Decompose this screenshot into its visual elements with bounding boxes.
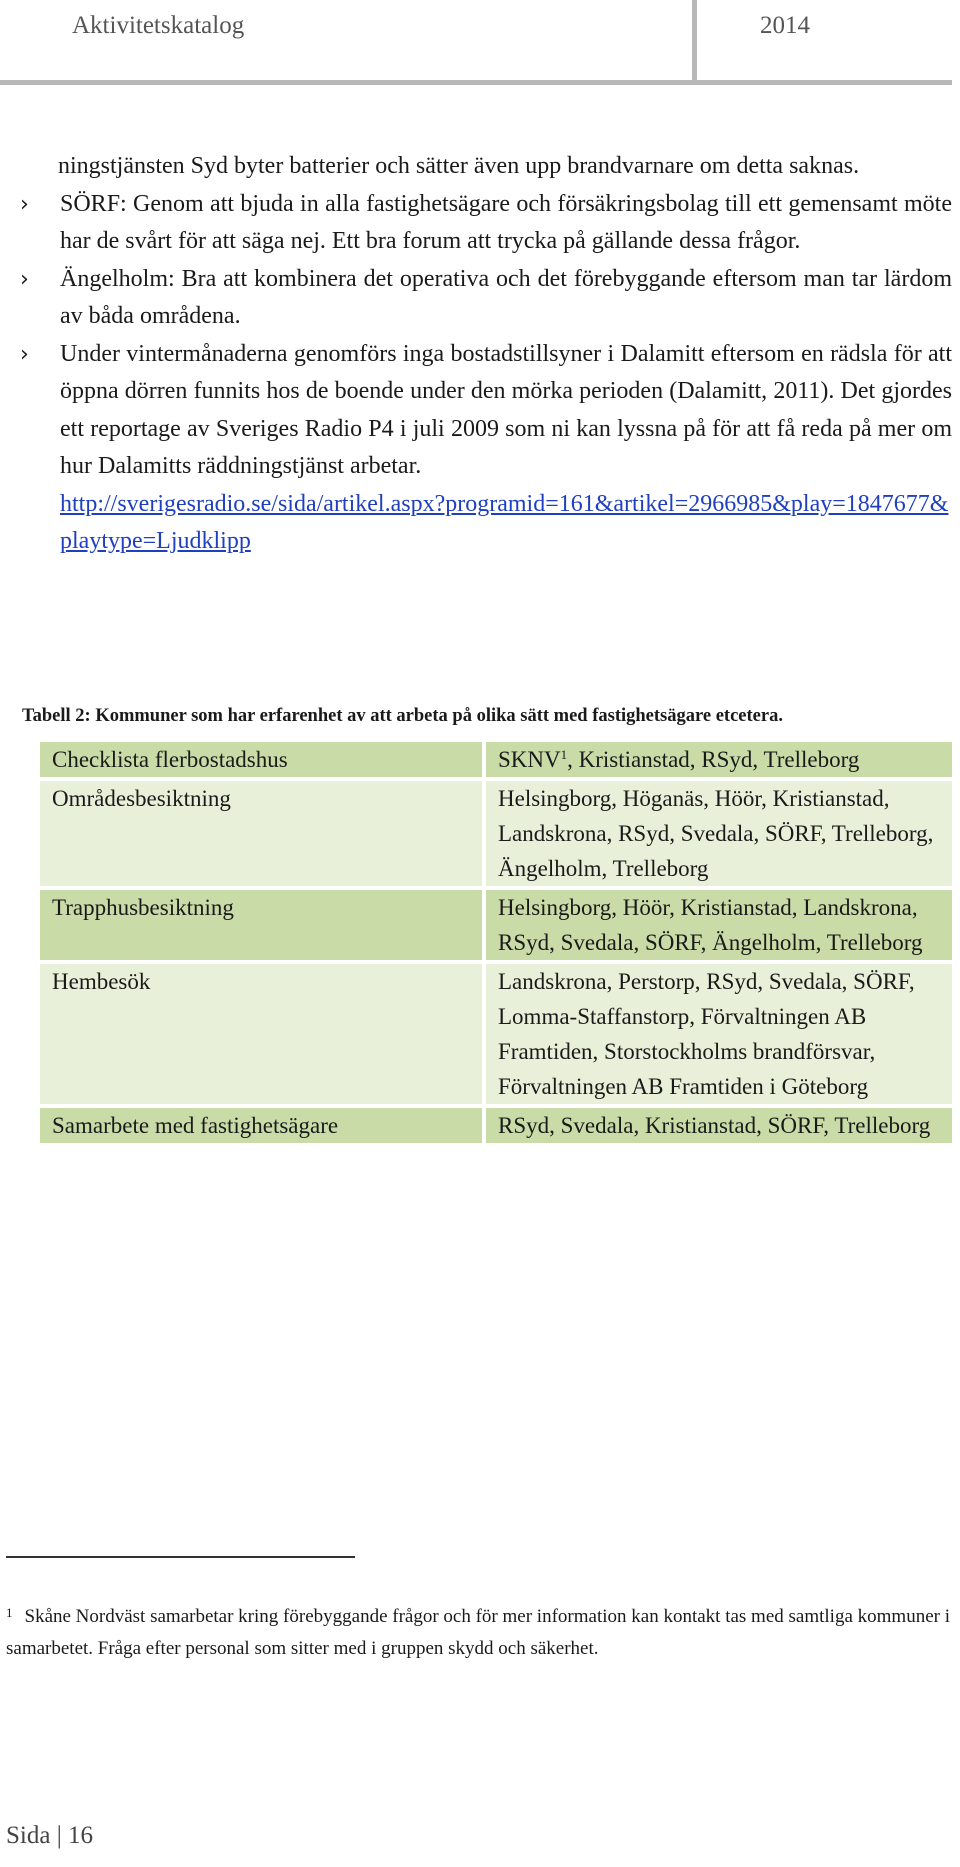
activity-cell: Hembesök <box>40 962 484 1106</box>
header-rule <box>0 80 952 85</box>
municipalities-cell: Helsingborg, Höör, Kristianstad, Landskrona, RSyd, Svedala, SÖRF, Ängelholm, Trelleborg <box>484 888 952 962</box>
table-row <box>40 962 952 1106</box>
municipalities-cell: Landskrona, Perstorp, RSyd, Svedala, SÖRF, Lomma-Staffanstorp, Förvaltningen AB Framtiden, Storstockholms brandförsvar, Förvaltningen AB Framtiden i Göteborg <box>484 962 952 1106</box>
bullet-item <box>20 261 952 336</box>
bullet-chevron-icon: › <box>20 341 29 367</box>
bullet-chevron-icon: › <box>20 266 29 292</box>
radio-report-link[interactable]: http://sverigesradio.se/sida/artikel.aspx?programid=161&artikel=2966985&play=1847677&playtype=Ljudklipp <box>60 490 949 554</box>
municipalities-cell: RSyd, Svedala, Kristianstad, SÖRF, Trelleborg <box>484 1106 952 1145</box>
footnote <box>6 1597 950 1665</box>
activity-cell: Trapphusbesiktning <box>40 888 484 962</box>
municipality-table <box>40 742 952 1147</box>
bullet-text: SÖRF: Genom att bjuda in alla fastighetsägare och försäkringsbolag till ett gemensamt möte har de svårt för att säga nej. Ett bra forum att trycka på gällande dessa frågor. <box>60 190 952 254</box>
continuation-paragraph: ningstjänsten Syd byter batterier och sätter även upp brandvarnare om detta saknas. <box>58 153 860 179</box>
municipalities-text: SKNV <box>498 747 561 772</box>
document-title: Aktivitetskatalog <box>72 12 245 39</box>
activity-cell: Checklista flerbostadshus <box>40 742 484 779</box>
bullet-text: Ängelholm: Bra att kombinera det operativa och det förebyggande eftersom man tar lärdom av båda områdena. <box>60 265 952 329</box>
bullet-chevron-icon: › <box>20 191 29 217</box>
footnote-ref[interactable]: 1 <box>560 747 568 762</box>
body-text <box>20 148 952 561</box>
table-row <box>40 779 952 888</box>
municipalities-text: , Kristianstad, RSyd, Trelleborg <box>567 747 860 772</box>
activity-cell: Områdesbesiktning <box>40 779 484 888</box>
footnote-marker: 1 <box>6 1605 13 1620</box>
page-header <box>0 0 960 84</box>
bullet-item <box>20 336 952 561</box>
municipalities-cell: Helsingborg, Höganäs, Höör, Kristianstad, Landskrona, RSyd, Svedala, SÖRF, Trelleborg, Ängelholm, Trelleborg <box>484 779 952 888</box>
bullet-text: Under vintermånaderna genomförs inga bostadstillsyner i Dalamitt eftersom en rädsla för att öppna dörren funnits hos de boende under den mörka perioden (Dalamitt, 2011). Det gjordes ett reportage av Sveriges Radio P4 i juli 2009 som ni kan lyssna på för att få reda på mer om hur Dalamitts räddningstjänst arbetar. <box>60 340 952 479</box>
table-row <box>40 742 952 779</box>
municipalities-cell <box>484 742 952 779</box>
table-row <box>40 888 952 962</box>
header-divider <box>692 0 697 82</box>
page-number: Sida | 16 <box>6 1822 93 1849</box>
footnote-separator <box>6 1556 355 1558</box>
activity-cell: Samarbete med fastighetsägare <box>40 1106 484 1145</box>
bullet-item <box>20 186 952 261</box>
document-year: 2014 <box>760 12 810 39</box>
footnote-text: Skåne Nordväst samarbetar kring förebyggande frågor och för mer information kan kontakt tas med samtliga kommuner i samarbetet. Fråga efter personal som sitter med i gruppen skydd och säkerhet. <box>6 1606 950 1659</box>
table-row <box>40 1106 952 1145</box>
table-caption: Tabell 2: Kommuner som har erfarenhet av att arbeta på olika sätt med fastighetsägare etcetera. <box>22 706 783 726</box>
